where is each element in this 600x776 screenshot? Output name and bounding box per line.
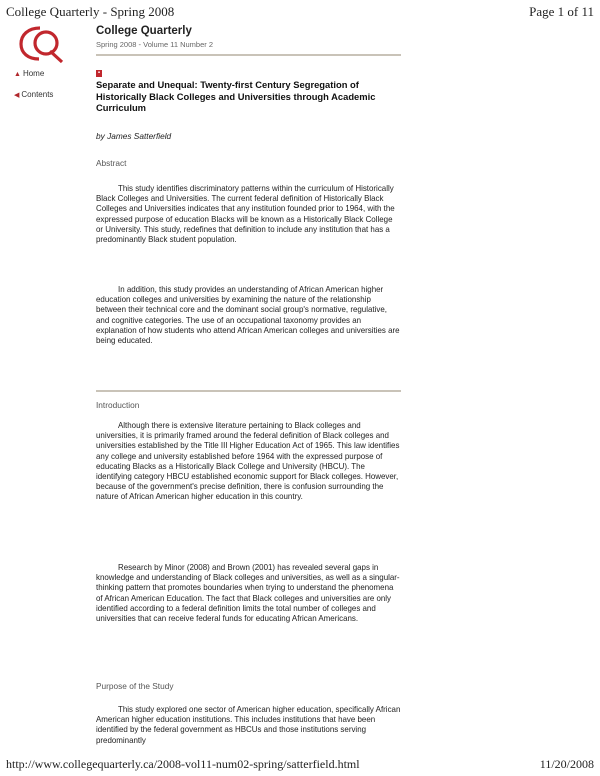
nav-contents-label: Contents	[21, 90, 54, 99]
print-footer-url: http://www.collegequarterly.ca/2008-vol11-num02-spring/satterfield.html	[6, 757, 360, 771]
article-title: Separate and Unequal: Twenty-first Century Segregation of Historically Black Colleges and Universities through Academic Curriculum	[96, 79, 376, 113]
print-page-number: Page 1 of 11	[529, 4, 594, 19]
abstract-paragraph: In addition, this study provides an understanding of African American higher education colleges and universities by examining the nature of the relationship between their technical core and the dominant social group's normative, regulative, and cognitive categories. The use of an occupational taxonomy provides an explanation of how students who attend African American colleges and universities are being educated.	[96, 285, 400, 346]
triangle-left-icon: ◀	[14, 92, 20, 99]
article-byline: by James Satterfield	[96, 131, 172, 141]
purpose-heading: Purpose of the Study	[96, 681, 174, 691]
section-divider	[96, 390, 401, 392]
college-quarterly-logo[interactable]	[15, 24, 65, 64]
print-icon[interactable]: ▪	[97, 70, 101, 76]
issue-info: Spring 2008 - Volume 11 Number 2	[96, 40, 214, 49]
purpose-paragraph: This study explored one sector of American higher education, specifically African American higher education institutions. This includes institutions that have been identified by the federal government as HBCUs and those institutions serving predominantly	[96, 705, 401, 745]
intro-paragraph: Research by Minor (2008) and Brown (2001) has revealed several gaps in knowledge and understanding of Black colleges and universities, as well as a singular-thinking pattern that promotes boundaries when trying to understand the phenomena of African American Education. The fact that Black colleges and universities are only identified according to a federal definition limits the total number of colleges and universities that can receive federal funds for educating African Americans.	[96, 563, 400, 624]
print-footer-date: 11/20/2008	[539, 757, 594, 771]
intro-paragraph: Although there is extensive literature pertaining to Black colleges and universities, it is primarily framed around the federal definition of Black colleges and universities established by the Title III Higher Education Act of 1965. This law identifies any college and university established before 1964 with the expressed purpose of educating Blacks as a Historically Black College and University (HBCU). The identifying category HBCU established economic support for Black colleges. However, because of the government's precise definition, there is confusion surrounding the nature of African American higher education in this country.	[96, 421, 400, 502]
nav-home-label: Home	[22, 69, 45, 78]
article-content	[96, 79, 401, 745]
print-header-title: College Quarterly - Spring 2008	[6, 4, 175, 19]
header-divider	[96, 54, 401, 56]
nav-home-link[interactable]	[14, 69, 44, 78]
nav-contents-link[interactable]	[14, 90, 53, 99]
triangle-up-icon: ▲	[14, 71, 21, 78]
abstract-paragraph: This study identifies discriminatory patterns within the curriculum of Historically Black Colleges and Universities. The current federal definition of Historically Black Colleges and Universities indicates that any institution founded prior to 1964, with the expressed purpose of education Blacks will be known as a Historically Black College or University. This study, redefines that definition to include any institution that has a predominantly Black student population.	[96, 184, 395, 245]
abstract-heading: Abstract	[96, 158, 127, 168]
introduction-heading: Introduction	[96, 400, 140, 410]
site-title: College Quarterly	[96, 25, 192, 37]
